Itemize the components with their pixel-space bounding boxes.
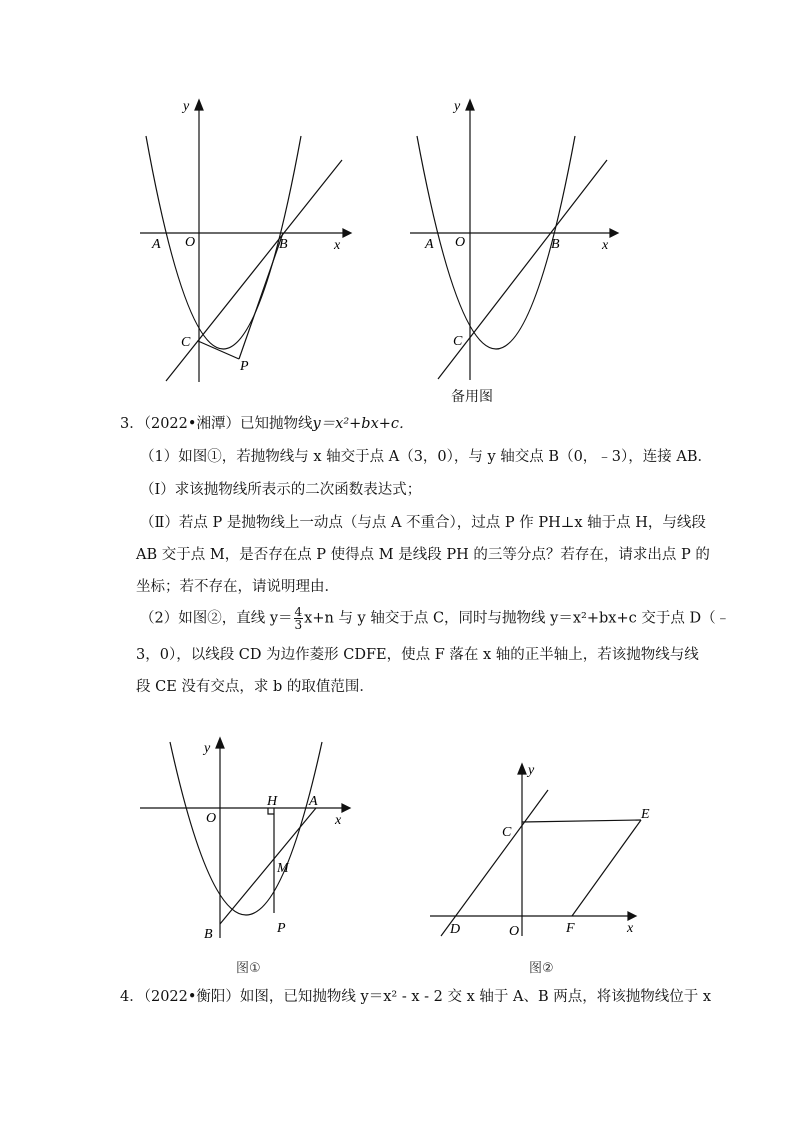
caption-backup-figure: 备用图 [451, 389, 493, 405]
stem-equation: y＝x²+bx+c． [312, 416, 414, 432]
x-axis-arrow-icon [628, 912, 636, 920]
parabola [146, 136, 301, 349]
label-x: x [602, 238, 609, 253]
problem3-stem [120, 414, 414, 434]
label-origin: O [455, 235, 466, 250]
segment-ef [572, 820, 641, 916]
label-point-b: B [204, 927, 213, 942]
label-point-c: C [453, 334, 463, 349]
label-point-c: C [181, 335, 191, 350]
label-point-b: B [551, 237, 560, 252]
y-axis-arrow-icon [518, 764, 526, 774]
segment-cp [198, 341, 239, 359]
problem4-stem: 4．（2022•衡阳）如图，已知抛物线 y＝x² - x - 2 交 x 轴于 A、B 两点，将该抛物线位于 x [120, 989, 711, 1005]
label-y: y [454, 99, 461, 114]
part2-prefix: （2）如图②，直线 y＝ [140, 610, 293, 627]
label-point-f: F [566, 921, 575, 936]
segment-ab [220, 808, 316, 924]
line-bc [438, 160, 607, 379]
problem3-part1-i: （Ⅰ）求该抛物线所表示的二次函数表达式； [140, 482, 422, 498]
problem3-part1-ii-line2: AB 交于点 M，是否存在点 P 使得点 M 是线段 PH 的三等分点？若存在，请求出点 P 的 [136, 547, 710, 563]
label-point-b: B [279, 237, 288, 252]
label-point-m: M [277, 861, 289, 876]
label-y: y [183, 99, 190, 114]
fraction-denominator: 3 [294, 618, 303, 632]
label-point-a: A [309, 794, 318, 809]
label-origin: O [509, 924, 520, 939]
fraction-numerator: 4 [294, 605, 303, 619]
figure-top-right [400, 90, 630, 390]
stem-prefix: 已知抛物线 [239, 416, 313, 432]
label-point-a: A [425, 237, 434, 252]
figure-2 [420, 750, 650, 950]
label-x: x [335, 813, 342, 828]
problem3-part1-ii-line3: 坐标；若不存在，请说明理由． [136, 579, 339, 595]
caption-figure-2: 图② [529, 961, 554, 976]
label-point-e: E [641, 807, 650, 822]
y-axis-arrow-icon [216, 738, 224, 748]
x-axis-arrow-icon [342, 804, 350, 812]
y-axis-arrow-icon [195, 100, 203, 110]
label-origin: O [206, 811, 217, 826]
label-x: x [627, 921, 634, 936]
label-origin: O [185, 235, 196, 250]
problem3-part1-ii-line1: （Ⅱ）若点 P 是抛物线上一动点（与点 A 不重合），过点 P 作 PH⊥x 轴于点 H，与线段 [140, 515, 706, 531]
label-y: y [204, 741, 211, 756]
figure-1 [130, 735, 360, 955]
label-point-p: P [277, 921, 286, 936]
part2-suffix: x+n 与 y 轴交于点 C，同时与抛物线 y＝x²+bx+c 交于点 D（﹣ [304, 610, 731, 627]
problem3-part2-line2: 3，0），以线段 CD 为边作菱形 CDFE，使点 F 落在 x 轴的正半轴上，若该抛物线与线 [136, 647, 699, 663]
segment-bp [239, 233, 283, 359]
problem3-part2-line3: 段 CE 没有交点，求 b 的取值范围． [136, 679, 374, 695]
problem3-part1: （1）如图①，若抛物线与 x 轴交于点 A（3，0），与 y 轴交点 B（0，﹣3），连接 AB． [140, 449, 713, 465]
fraction-four-thirds [294, 606, 304, 631]
label-point-a: A [152, 237, 161, 252]
problem-number: 3． [120, 416, 144, 432]
line-bc [166, 160, 342, 381]
segment-ce [522, 820, 641, 822]
label-x: x [334, 238, 341, 253]
label-point-c: C [502, 825, 512, 840]
label-point-p: P [240, 359, 249, 374]
caption-figure-1: 图① [236, 961, 261, 976]
label-point-d: D [450, 922, 461, 937]
label-y: y [528, 763, 535, 778]
figure-top-left [130, 90, 360, 390]
x-axis-arrow-icon [343, 229, 351, 237]
label-point-h: H [267, 794, 278, 809]
line-dc [441, 790, 548, 936]
y-axis-arrow-icon [466, 100, 474, 110]
problem3-part2-line1 [140, 606, 730, 631]
x-axis-arrow-icon [610, 229, 618, 237]
problem-source: （2022•湘潭） [143, 416, 240, 432]
